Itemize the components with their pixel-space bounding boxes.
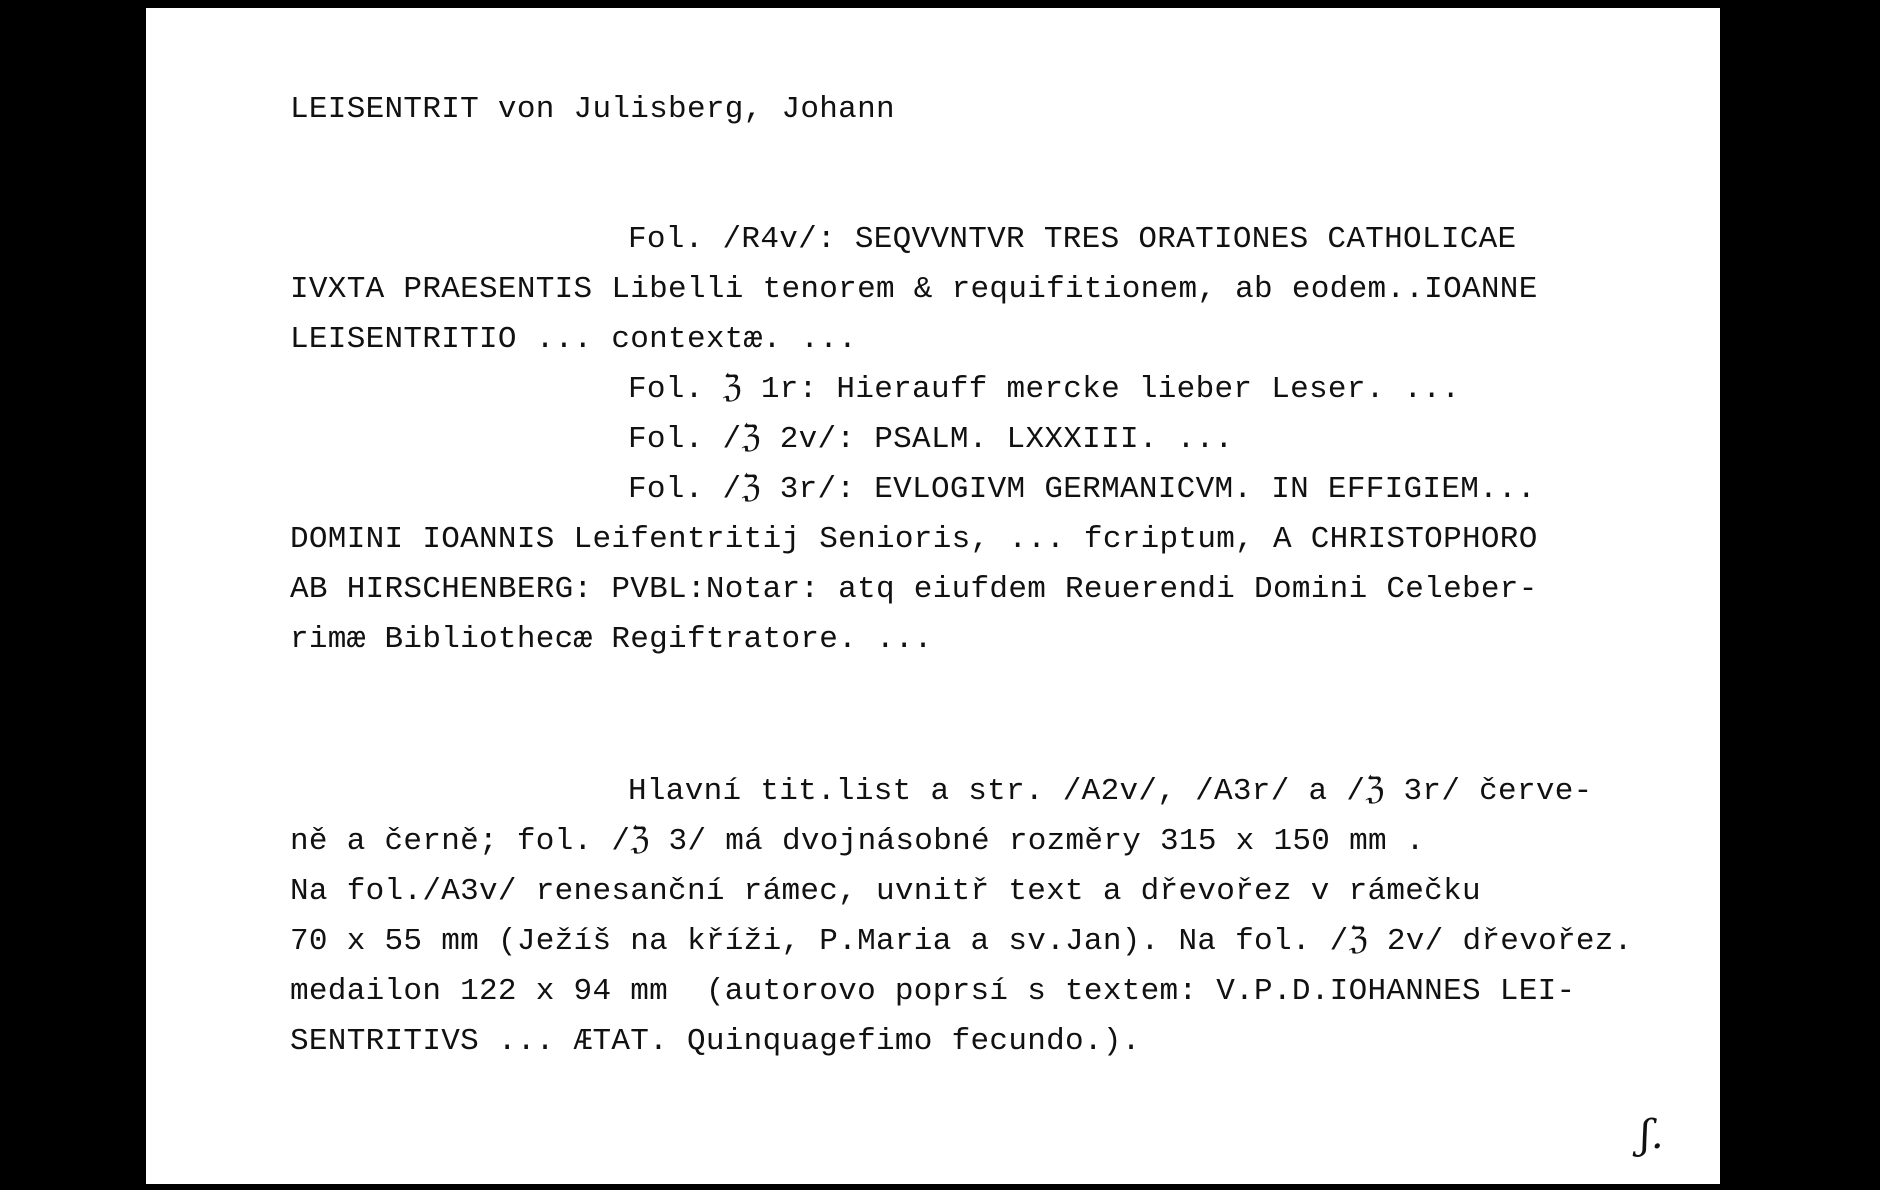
text-line: Fol. /R4v/: SEQVVNTVR TRES ORATIONES CATHOLICAE <box>628 222 1517 257</box>
text-line: Na fol./A3v/ renesanční rámec, uvnitř text a dřevořez v rámečku <box>290 874 1481 909</box>
text-line: DOMINI IOANNIS Leifentritij Senioris, ... fcriptum, A CHRISTOPHORO <box>290 522 1538 557</box>
card-heading: LEISENTRIT von Julisberg, Johann <box>290 92 895 127</box>
text-line: rimæ Bibliothecæ Regiftratore. ... <box>290 622 933 657</box>
text-line: ně a černě; fol. /ℨ 3/ má dvojnásobné rozměry 315 x 150 mm . <box>290 824 1425 859</box>
text-line: Hlavní tit.list a str. /A2v/, /A3r/ a /ℨ 3r/ červe- <box>628 774 1593 809</box>
text-line: Fol. ℨ 1r: Hierauff mercke lieber Leser. ... <box>628 372 1461 407</box>
text-line: Fol. /ℨ 2v/: PSALM. LXXXIII. ... <box>628 422 1234 457</box>
text-line: 70 x 55 mm (Ježíš na kříži, P.Maria a sv.Jan). Na fol. /ℨ 2v/ dřevořez. <box>290 924 1633 959</box>
text-line: medailon 122 x 94 mm (autorovo poprsí s textem: V.P.D.IOHANNES LEI- <box>290 974 1576 1009</box>
text-line: Fol. /ℨ 3r/: EVLOGIVM GERMANICVM. IN EFFIGIEM... <box>628 472 1536 507</box>
text-line: SENTRITIVS ... ÆTAT. Quinquagefimo fecundo.). <box>290 1024 1141 1059</box>
catalog-card <box>146 8 1720 1184</box>
text-line: AB HIRSCHENBERG: PVBL:Notar: atq eiufdem Reuerendi Domini Celeber- <box>290 572 1538 607</box>
text-line: IVXTA PRAESENTIS Libelli tenorem & requifitionem, ab eodem..IOANNE <box>290 272 1538 307</box>
corner-mark: ʃ. <box>1640 1112 1664 1158</box>
text-line: LEISENTRITIO ... contextæ. ... <box>290 322 858 357</box>
